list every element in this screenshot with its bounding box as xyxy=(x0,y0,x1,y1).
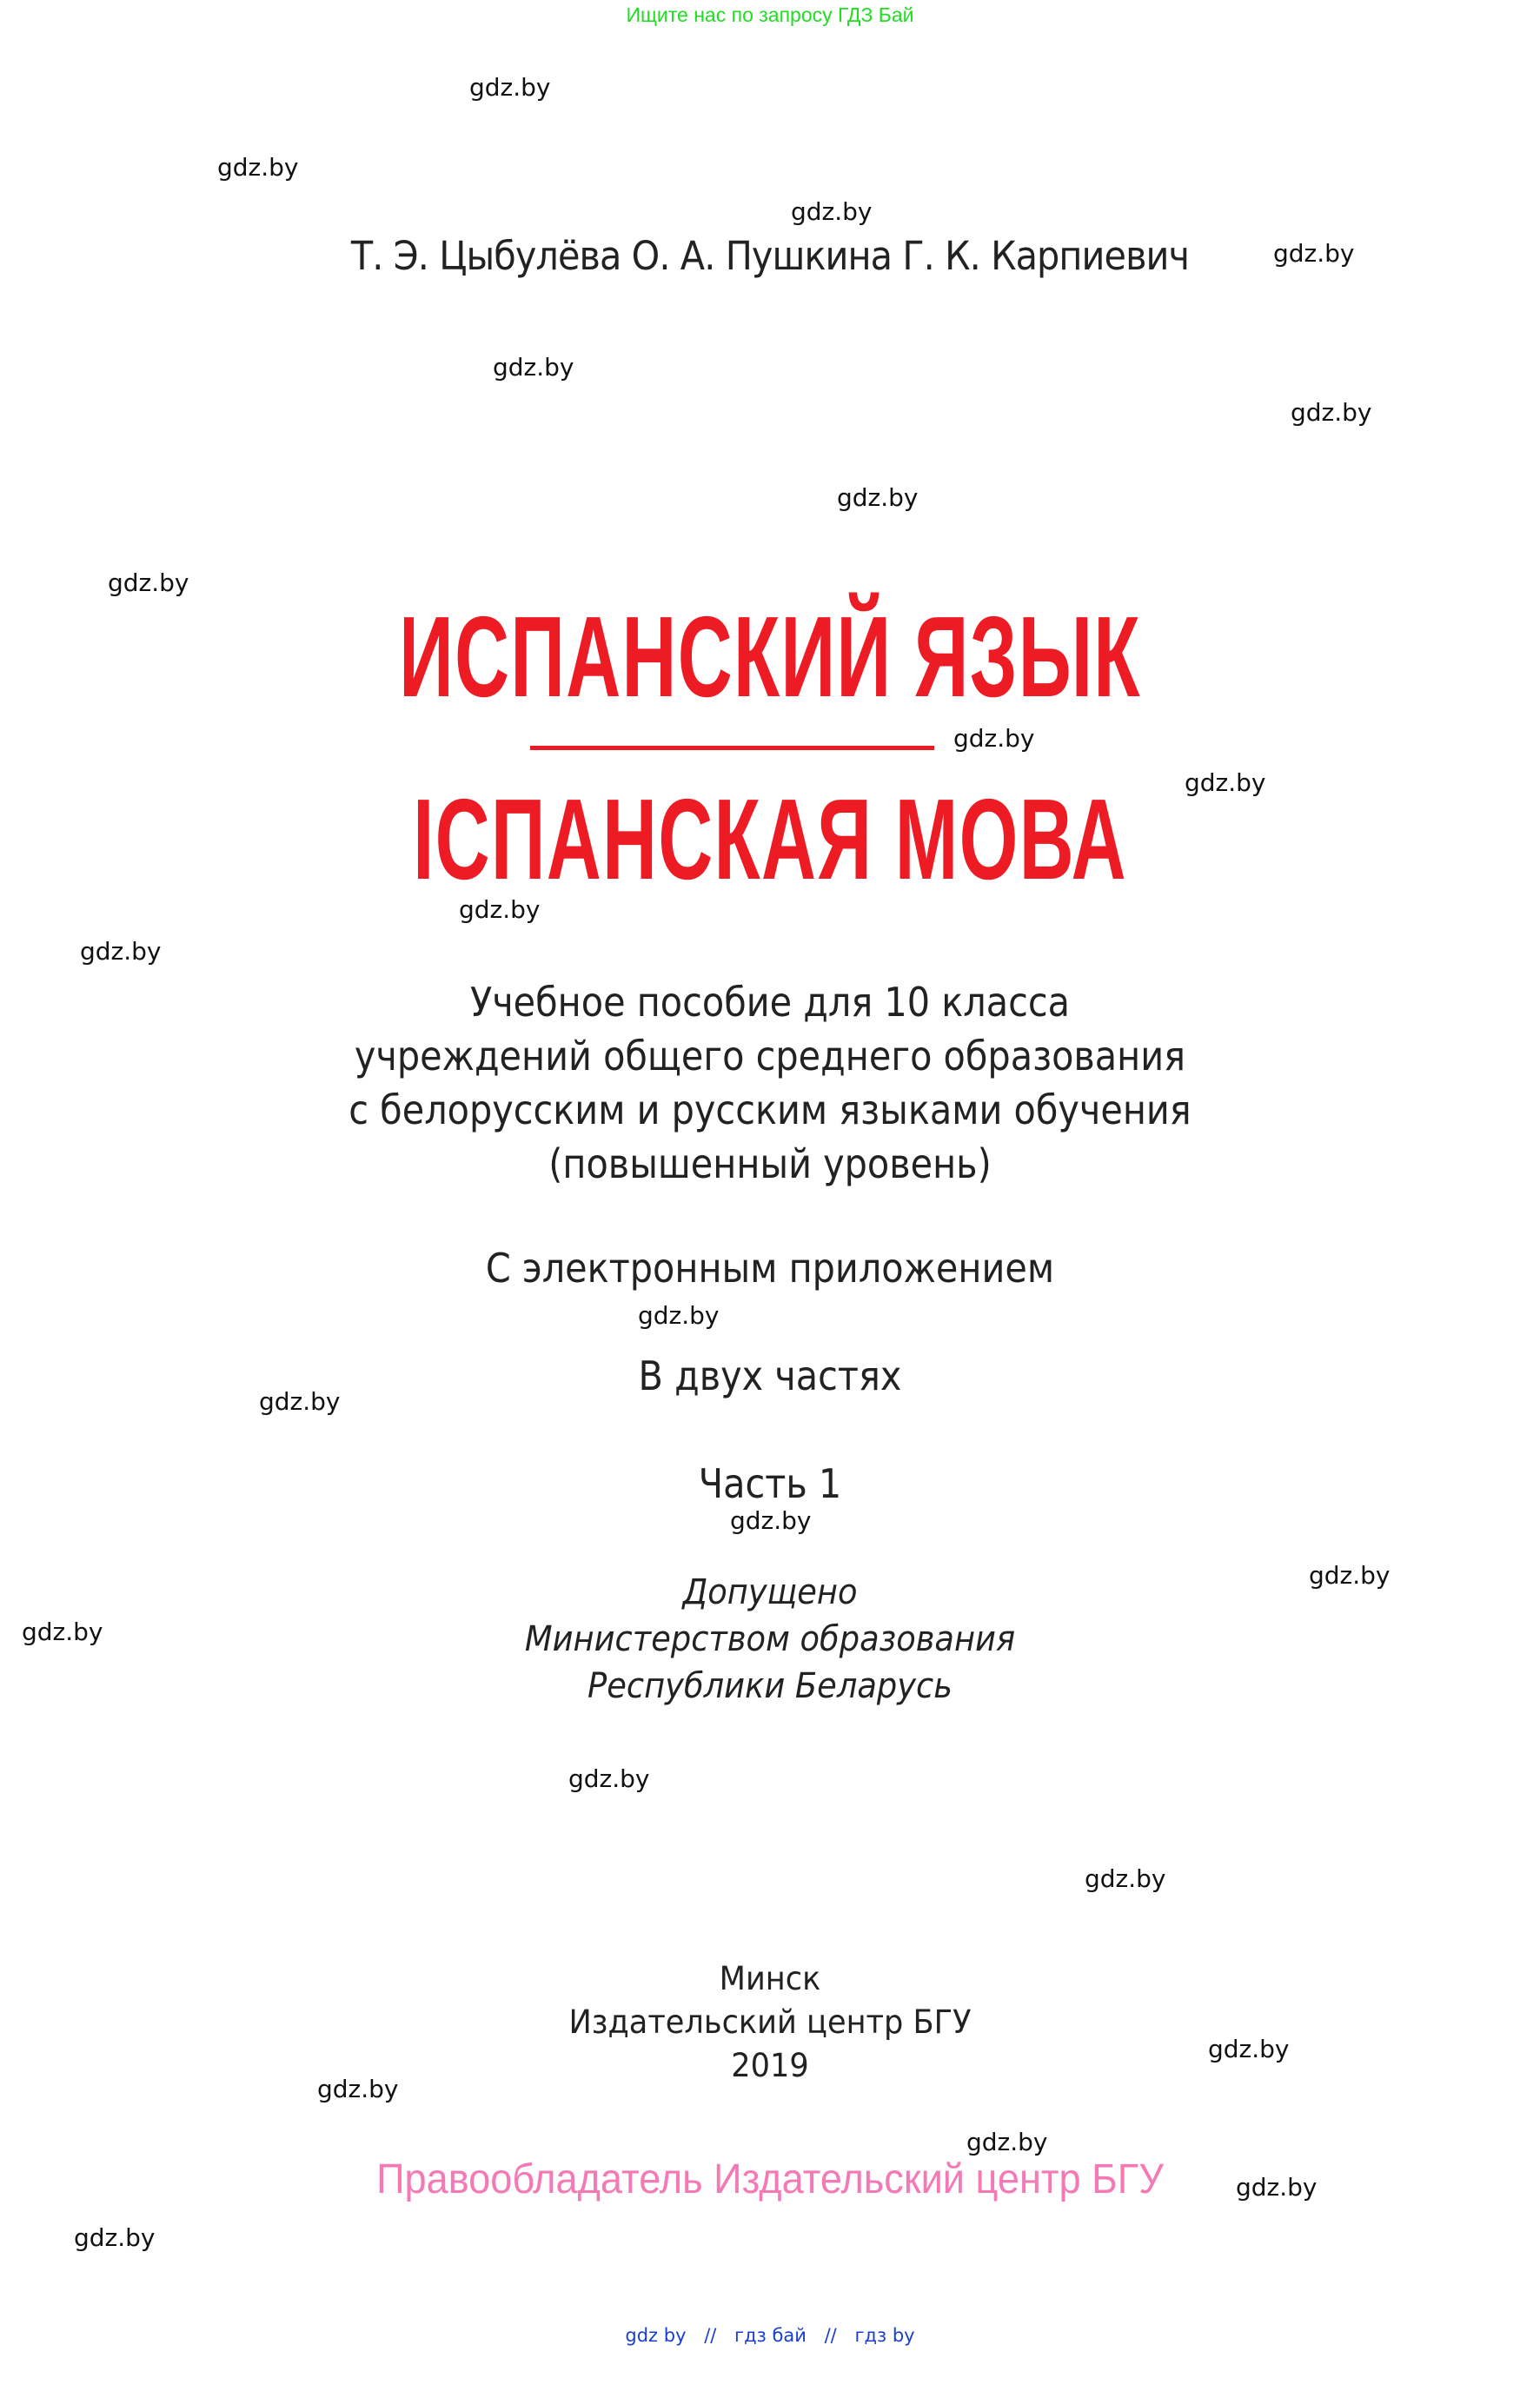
subtitle-line: (повышенный уровень) xyxy=(548,1140,992,1187)
title-divider xyxy=(530,746,934,750)
footer-separator: // xyxy=(704,2325,717,2346)
watermark-gdz: gdz.by xyxy=(1291,398,1372,427)
watermark-gdz: gdz.by xyxy=(568,1764,650,1793)
approval-statement xyxy=(62,1569,1478,1710)
imprint xyxy=(38,1957,1501,2088)
watermark-gdz: gdz.by xyxy=(730,1506,812,1535)
part-number: Часть 1 xyxy=(698,1460,842,1507)
watermark-gdz: gdz.by xyxy=(1208,2035,1290,2063)
authors: Т. Э. Цыбулёва О. А. Пушкина Г. К. Карпиевич xyxy=(350,233,1190,279)
subtitle-line: с белорусским и русским языками обучения xyxy=(348,1086,1192,1133)
watermark-gdz: gdz.by xyxy=(1085,1864,1166,1893)
imprint-year: 2019 xyxy=(731,2047,809,2084)
watermark-gdz: gdz.by xyxy=(1273,239,1355,268)
watermark-gdz: gdz.by xyxy=(74,2223,156,2252)
title-russian: ИСПАНСКИЙ ЯЗЫК xyxy=(399,593,1141,721)
watermark-gdz: gdz.by xyxy=(953,724,1035,753)
footer-link-gdz-by-cyr[interactable]: гдз by xyxy=(854,2325,915,2346)
watermark-gdz: gdz.by xyxy=(317,2075,399,2103)
watermark-gdz: gdz.by xyxy=(1236,2173,1318,2202)
subtitle-line: учреждений общего среднего образования xyxy=(354,1033,1186,1080)
watermark-gdz: gdz.by xyxy=(1185,768,1266,797)
watermark-gdz: gdz.by xyxy=(791,197,873,226)
footer-links xyxy=(0,2325,1540,2346)
title-belarusian: ІСПАНСКАЯ МОВА xyxy=(413,775,1127,903)
watermark-gdz: gdz.by xyxy=(259,1387,341,1416)
electronic-supplement-note: С электронным приложением xyxy=(485,1245,1055,1292)
search-hint-banner: Ищите нас по запросу ГДЗ Бай xyxy=(626,3,914,26)
watermark-gdz: gdz.by xyxy=(837,483,919,512)
approval-line: Министерством образования xyxy=(524,1619,1016,1659)
copyright-notice: Правообладатель Издательский центр БГУ xyxy=(376,2156,1164,2202)
watermark-gdz: gdz.by xyxy=(459,895,541,924)
subtitle-line: Учебное пособие для 10 класса xyxy=(469,979,1070,1026)
watermark-gdz: gdz.by xyxy=(80,937,162,966)
footer-link-gdz-bai[interactable]: гдз бай xyxy=(734,2325,807,2346)
imprint-city: Минск xyxy=(719,1960,821,1997)
approval-line: Республики Беларусь xyxy=(587,1666,953,1706)
watermark-gdz: gdz.by xyxy=(469,73,551,102)
subtitle xyxy=(77,975,1464,1191)
watermark-gdz: gdz.by xyxy=(638,1301,720,1330)
watermark-gdz: gdz.by xyxy=(966,2128,1048,2156)
watermark-gdz: gdz.by xyxy=(493,353,574,382)
watermark-gdz: gdz.by xyxy=(1309,1561,1391,1590)
watermark-gdz: gdz.by xyxy=(108,568,189,597)
approval-line: Допущено xyxy=(682,1572,858,1612)
watermark-gdz: gdz.by xyxy=(217,153,299,182)
parts-note: В двух частях xyxy=(638,1352,902,1399)
footer-link-gdz-by[interactable]: gdz by xyxy=(625,2325,687,2346)
imprint-publisher: Издательский центр БГУ xyxy=(568,2003,972,2041)
watermark-gdz: gdz.by xyxy=(22,1618,103,1646)
footer-separator: // xyxy=(824,2325,837,2346)
